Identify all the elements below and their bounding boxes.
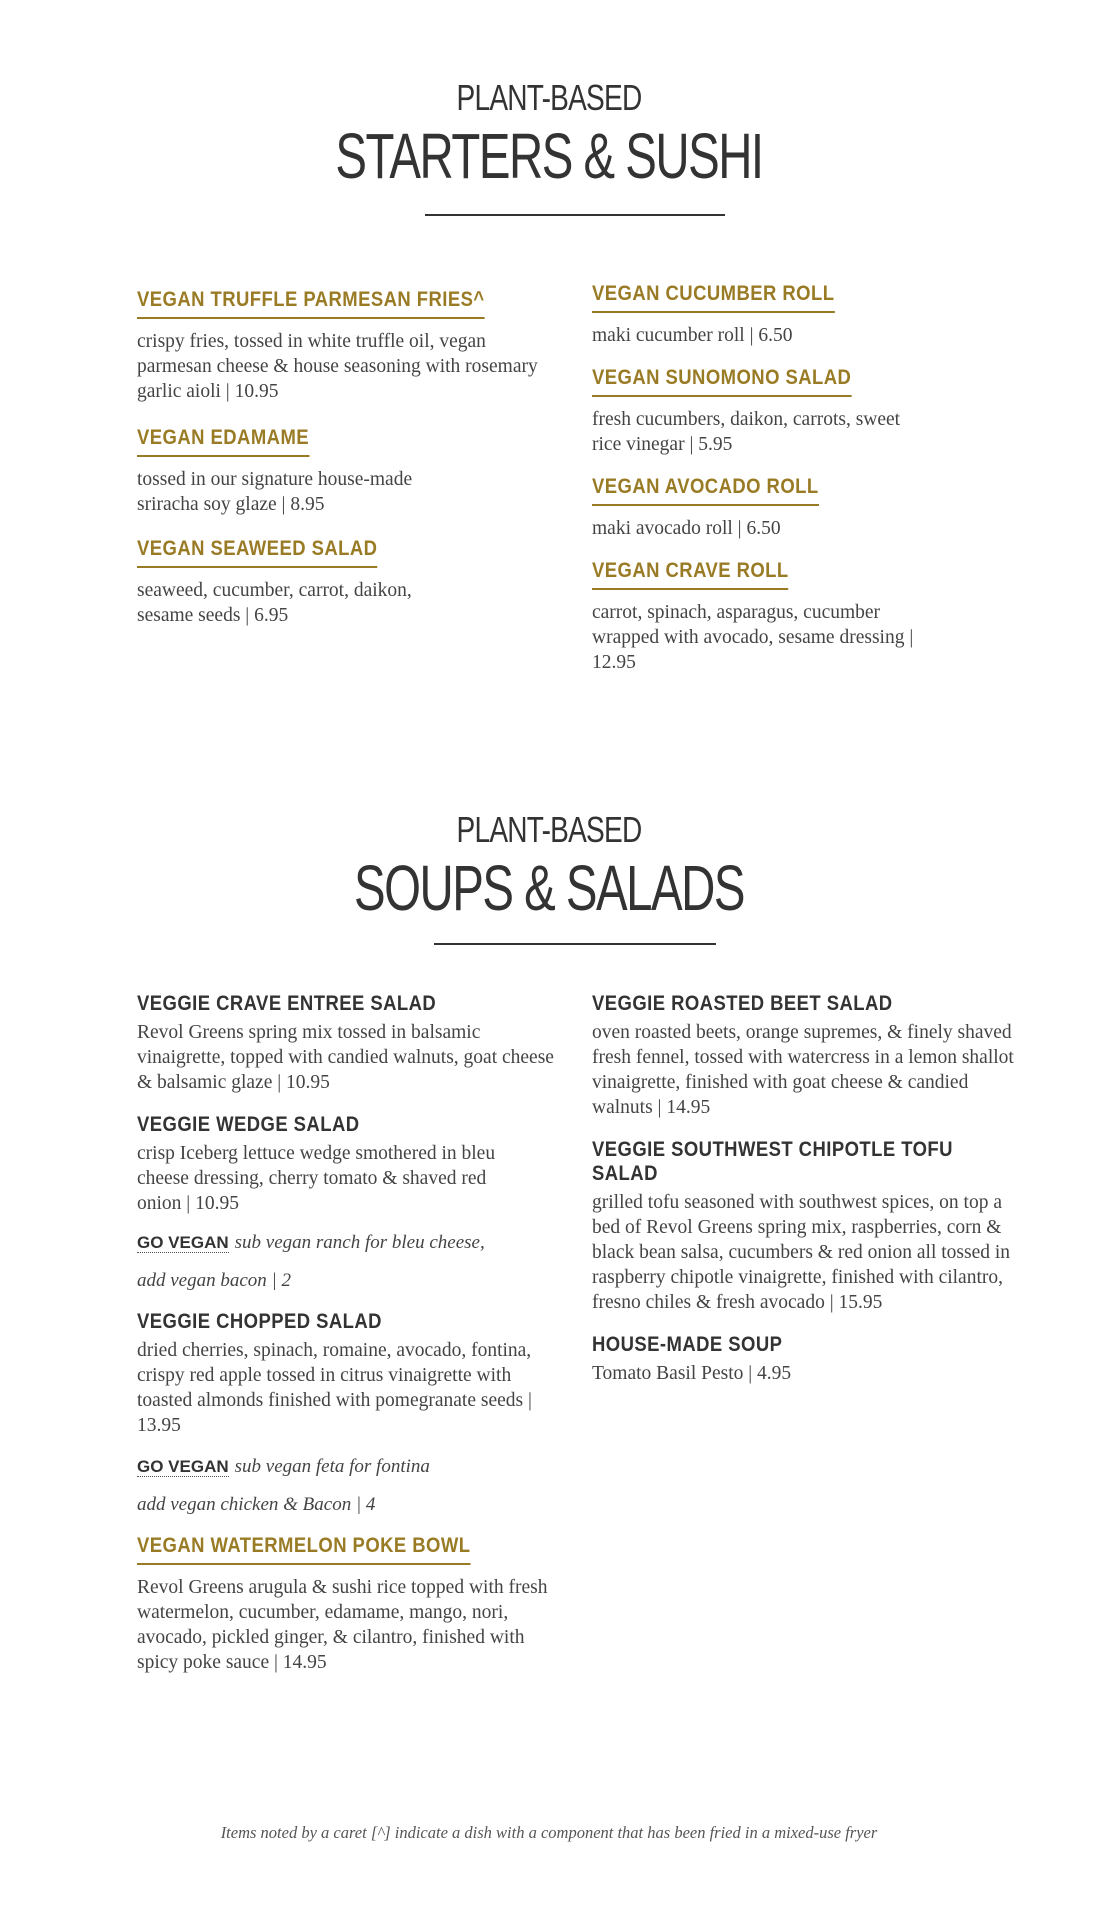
go-vegan-label: GO VEGAN xyxy=(137,1457,229,1476)
menu-item xyxy=(137,288,557,404)
menu-item-name: VEGGIE WEDGE SALAD xyxy=(137,1113,360,1136)
fryer-footnote: Items noted by a caret [^] indicate a dish with a component that has been fried in a mixed-use fryer xyxy=(220,1823,878,1842)
menu-item-name: HOUSE-MADE SOUP xyxy=(592,1333,783,1356)
menu-item-name: VEGAN CUCUMBER ROLL xyxy=(592,282,834,313)
menu-item-desc: oven roasted beets, orange supremes, & finely shaved fresh fennel, tossed with watercress in a lemon shallot vinaigrette, finished with goat cheese & candied walnuts | 14.95 xyxy=(592,1022,1014,1118)
menu-item-name: VEGAN WATERMELON POKE BOWL xyxy=(137,1534,470,1565)
menu-item-desc: crispy fries, tossed in white truffle oil, vegan parmesan cheese & house seasoning with rosemary garlic aioli | 10.95 xyxy=(137,331,538,402)
starters-header xyxy=(0,77,1098,192)
menu-item-desc: fresh cucumbers, daikon, carrots, sweet rice vinegar | 5.95 xyxy=(592,409,901,455)
add-on-text: add vegan bacon | 2 xyxy=(137,1270,292,1291)
menu-item-name: VEGGIE SOUTHWEST CHIPOTLE TOFU SALAD xyxy=(592,1138,953,1185)
starters-divider xyxy=(425,214,725,216)
go-vegan-note xyxy=(137,1456,567,1478)
menu-item-name: VEGAN CRAVE ROLL xyxy=(592,559,789,590)
soups-divider xyxy=(434,943,716,945)
go-vegan-text: sub vegan ranch for bleu cheese, xyxy=(234,1232,485,1253)
menu-item xyxy=(137,537,557,628)
go-vegan-text: sub vegan feta for fontina xyxy=(234,1456,430,1477)
menu-item xyxy=(137,1534,567,1675)
go-vegan-note xyxy=(137,1232,567,1254)
menu-item xyxy=(592,475,1012,541)
menu-item xyxy=(137,426,557,517)
starters-right-column xyxy=(592,282,1012,675)
menu-item-desc: Revol Greens spring mix tossed in balsamic vinaigrette, topped with candied walnuts, goat cheese & balsamic glaze | 10.95 xyxy=(137,1022,554,1093)
menu-item xyxy=(592,282,1012,348)
menu-item-desc: maki avocado roll | 6.50 xyxy=(592,518,781,539)
menu-item-desc: crisp Iceberg lettuce wedge smothered in bleu cheese dressing, cherry tomato & shaved red onion | 10.95 xyxy=(137,1143,496,1214)
soups-header xyxy=(0,809,1098,924)
menu-item-name: VEGAN EDAMAME xyxy=(137,426,309,457)
menu-item-name: VEGGIE CHOPPED SALAD xyxy=(137,1310,382,1333)
menu-item-name: VEGGIE ROASTED BEET SALAD xyxy=(592,992,893,1015)
menu-item xyxy=(592,559,1012,675)
starters-title: STARTERS & SUSHI xyxy=(335,120,763,192)
starters-left-column xyxy=(137,288,557,628)
menu-item xyxy=(592,366,1012,457)
menu-item-desc: seaweed, cucumber, carrot, daikon, sesame seeds | 6.95 xyxy=(137,580,412,626)
menu-item-desc: carrot, spinach, asparagus, cucumber wrapped with avocado, sesame dressing | 12.95 xyxy=(592,602,914,673)
menu-item xyxy=(137,1310,567,1516)
menu-item-desc: dried cherries, spinach, romaine, avocado, fontina, crispy red apple tossed in citrus vinaigrette with toasted almonds finished with pomegranate seeds | 13.95 xyxy=(137,1340,532,1436)
menu-item-desc: Tomato Basil Pesto | 4.95 xyxy=(592,1363,792,1384)
starters-kicker: PLANT-BASED xyxy=(456,77,642,118)
menu-item-desc: grilled tofu seasoned with southwest spices, on top a bed of Revol Greens spring mix, raspberries, corn & black bean salsa, cucumbers & red onion all tossed in raspberry chipotle vinaigrette, finished with cilantro, fresno chiles & fresh avocado | 15.95 xyxy=(592,1192,1011,1313)
menu-item-name: VEGAN SUNOMONO SALAD xyxy=(592,366,851,397)
soups-title: SOUPS & SALADS xyxy=(354,852,744,924)
menu-item-desc: tossed in our signature house-made sriracha soy glaze | 8.95 xyxy=(137,469,413,515)
menu-item xyxy=(592,992,1022,1120)
menu-item-name: VEGGIE CRAVE ENTREE SALAD xyxy=(137,992,437,1015)
menu-item-desc: maki cucumber roll | 6.50 xyxy=(592,325,793,346)
menu-item xyxy=(137,992,567,1095)
go-vegan-label: GO VEGAN xyxy=(137,1233,229,1252)
menu-item-name: VEGAN SEAWEED SALAD xyxy=(137,537,377,568)
soups-right-column xyxy=(592,992,1022,1386)
menu-item-name: VEGAN AVOCADO ROLL xyxy=(592,475,819,506)
add-on-text: add vegan chicken & Bacon | 4 xyxy=(137,1494,376,1515)
menu-item xyxy=(137,1113,567,1292)
menu-item-name: VEGAN TRUFFLE PARMESAN FRIES^ xyxy=(137,288,485,319)
menu-item xyxy=(592,1138,1022,1315)
soups-kicker: PLANT-BASED xyxy=(456,809,642,850)
menu-item-desc: Revol Greens arugula & sushi rice topped with fresh watermelon, cucumber, edamame, mango, nori, avocado, pickled ginger, & cilantro, finished with spicy poke sauce | 14.95 xyxy=(137,1577,548,1673)
menu-item xyxy=(592,1333,1022,1386)
soups-left-column xyxy=(137,992,567,1675)
